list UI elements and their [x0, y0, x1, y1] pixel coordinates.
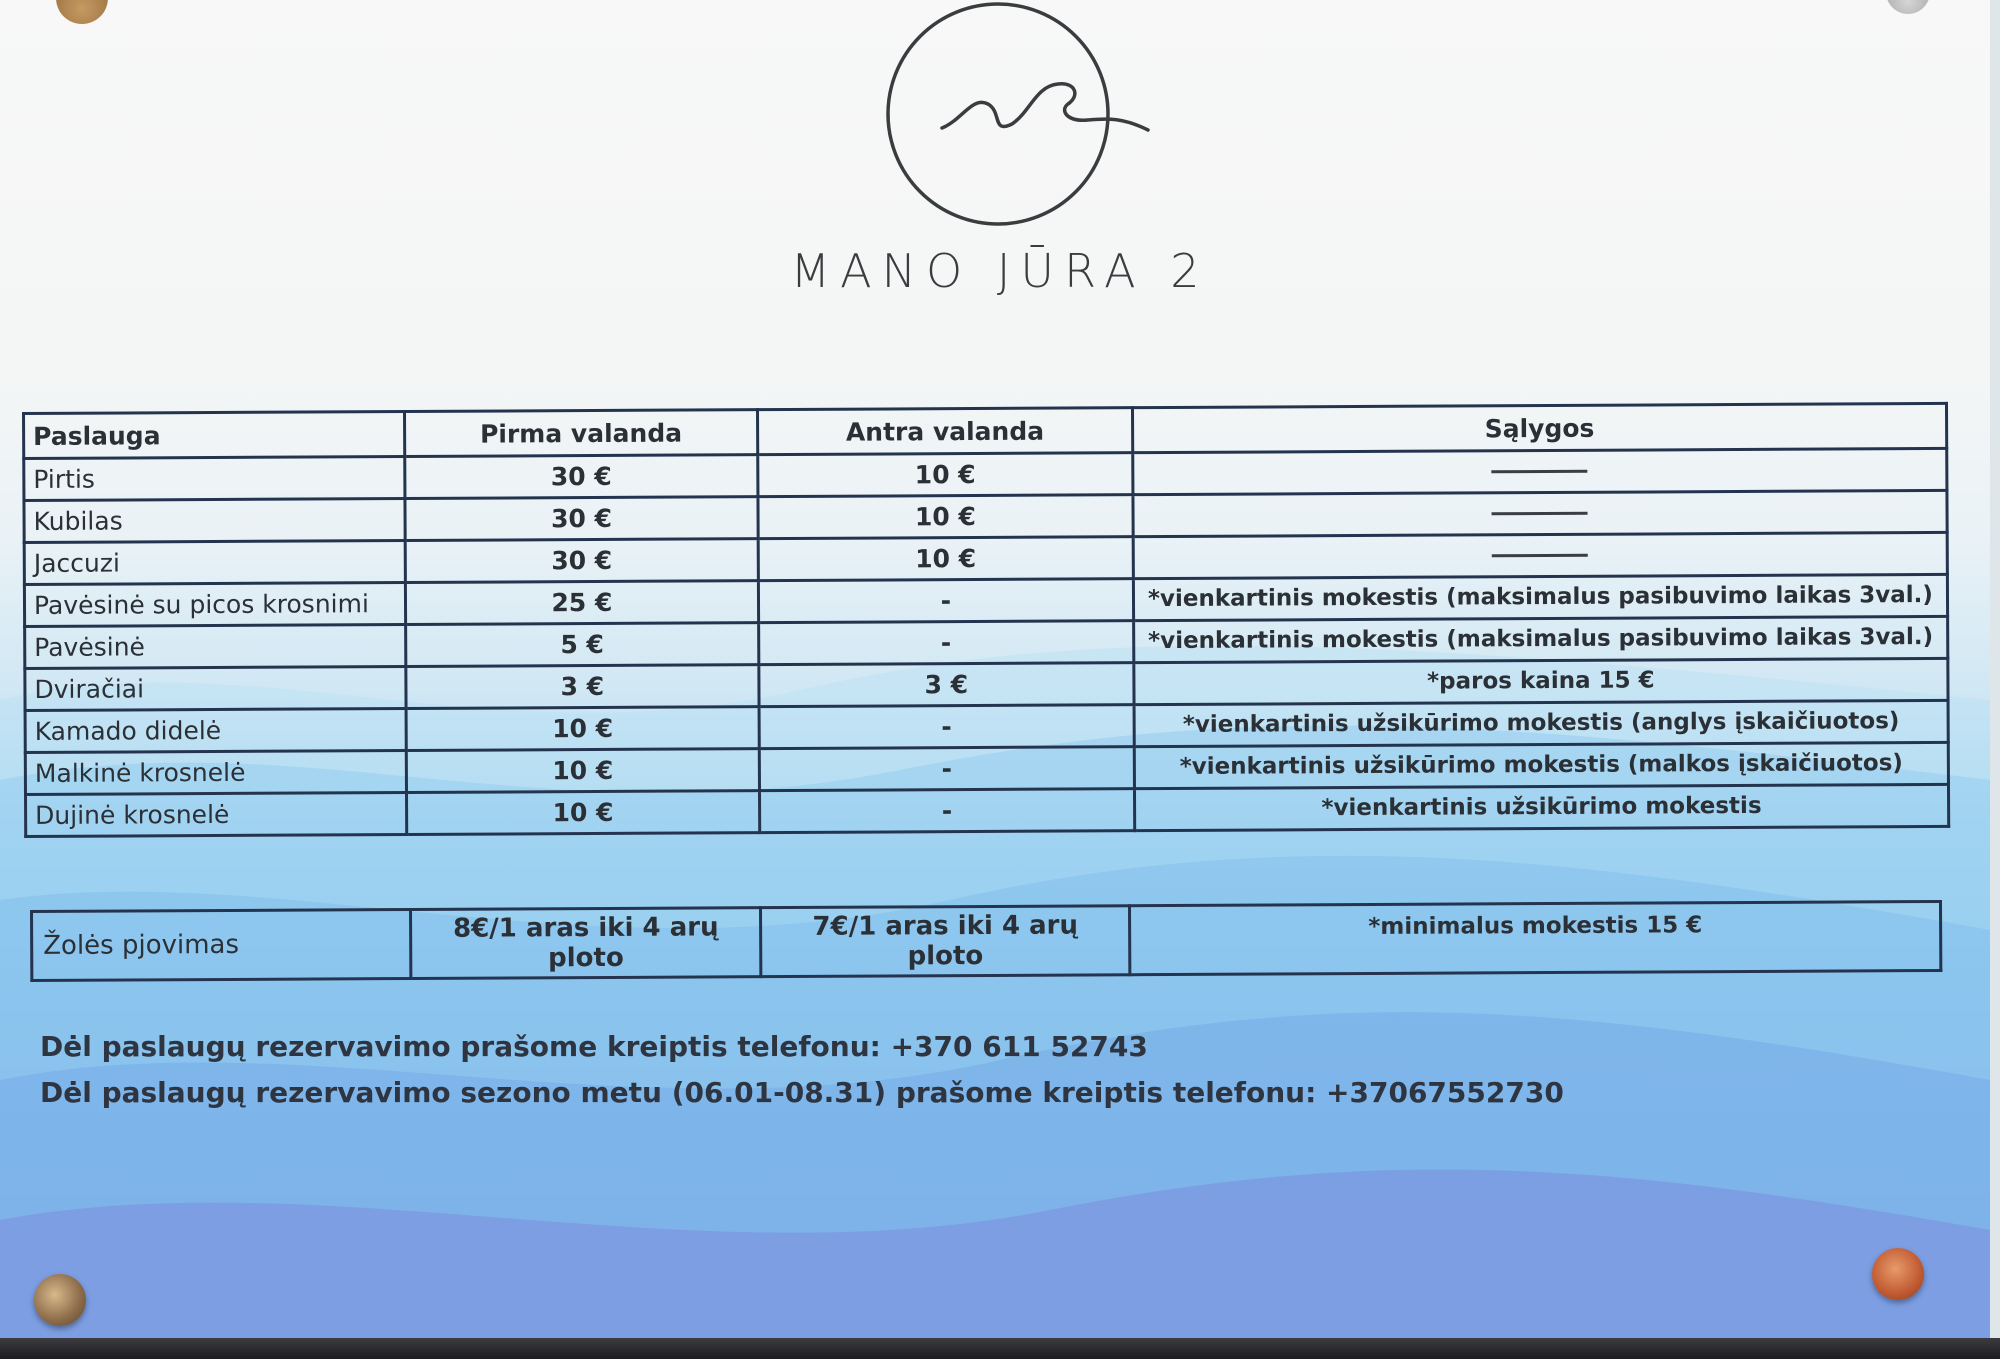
circle-wave-icon: [862, 0, 1182, 240]
second-hour-price: -: [759, 705, 1134, 749]
conditions-cell: [1133, 490, 1947, 536]
second-hour-price: 3 €: [759, 663, 1134, 707]
conditions-cell: *vienkartinis mokestis (maksimalus pasibuvimo laikas 3val.): [1133, 574, 1947, 620]
first-hour-price: 30 €: [405, 497, 758, 541]
conditions-cell: *vienkartinis mokestis (maksimalus pasibuvimo laikas 3val.): [1133, 616, 1947, 662]
header-second-hour: Antra valanda: [757, 408, 1132, 455]
contact-line-season-phone: Dėl paslaugų rezervavimo sezono metu (06.01-08.31) prašome kreiptis telefonu: +37067552730: [40, 1076, 1564, 1109]
second-hour-price: -: [759, 621, 1134, 665]
service-name: Kamado didelė: [25, 708, 406, 752]
empty-condition-dash: [1492, 512, 1588, 516]
first-hour-price: 30 €: [405, 539, 758, 583]
conditions-cell: *vienkartinis užsikūrimo mokestis: [1134, 784, 1948, 830]
first-hour-price: 10 €: [406, 707, 759, 751]
conditions-cell: *paros kaina 15 €: [1134, 658, 1948, 704]
board-frame-bottom: [0, 1338, 2000, 1359]
first-hour-price: 3 €: [406, 665, 759, 709]
conditions-cell: [1133, 532, 1947, 578]
first-hour-price: 5 €: [406, 623, 759, 667]
service-name: Malkinė krosnelė: [25, 750, 406, 794]
second-hour-price: 10 €: [758, 495, 1133, 539]
table-row: [32, 901, 1941, 980]
second-hour-price: -: [759, 747, 1134, 791]
service-name: Dujinė krosnelė: [26, 792, 407, 836]
second-hour-price: -: [759, 789, 1134, 833]
first-hour-price: 8€/1 aras iki 4 arų ploto: [411, 908, 761, 979]
board-edge: [1990, 0, 2000, 1359]
service-name: Dviračiai: [25, 666, 406, 710]
conditions-cell: *vienkartinis užsikūrimo mokestis (malkos įskaičiuotos): [1134, 742, 1948, 788]
first-hour-price: 25 €: [405, 581, 758, 625]
second-hour-price: 7€/1 aras iki 4 arų ploto: [760, 906, 1130, 977]
service-name: Pavėsinė: [25, 624, 406, 668]
service-name: Jaccuzi: [24, 540, 405, 584]
second-hour-price: 10 €: [758, 537, 1133, 581]
conditions-cell: *minimalus mokestis 15 €: [1130, 901, 1941, 974]
table-row: [26, 784, 1949, 836]
header-service: Paslauga: [24, 411, 405, 458]
header-first-hour: Pirma valanda: [404, 410, 757, 457]
empty-condition-dash: [1492, 470, 1588, 474]
header-conditions: Sąlygos: [1132, 403, 1946, 452]
second-hour-price: 10 €: [758, 453, 1133, 497]
service-name: Žolės pjovimas: [32, 910, 412, 981]
service-name: Pirtis: [24, 456, 405, 500]
first-hour-price: 30 €: [405, 455, 758, 499]
empty-condition-dash: [1492, 554, 1588, 558]
service-name: Kubilas: [24, 498, 405, 542]
grass-cutting-table: [30, 900, 1942, 982]
contact-line-phone: Dėl paslaugų rezervavimo prašome kreiptis telefonu: +370 611 52743: [40, 1030, 1148, 1063]
conditions-cell: *vienkartinis užsikūrimo mokestis (anglys įskaičiuotos): [1134, 700, 1948, 746]
first-hour-price: 10 €: [406, 791, 759, 835]
second-hour-price: -: [758, 579, 1133, 623]
brand-name: MANO JŪRA 2: [790, 244, 1210, 298]
screw-bottom-right: [1872, 1248, 1924, 1300]
price-table: [22, 402, 1950, 838]
conditions-cell: [1133, 448, 1947, 494]
service-name: Pavėsinė su picos krosnimi: [24, 582, 405, 626]
screw-bottom-left: [34, 1274, 86, 1326]
first-hour-price: 10 €: [406, 749, 759, 793]
